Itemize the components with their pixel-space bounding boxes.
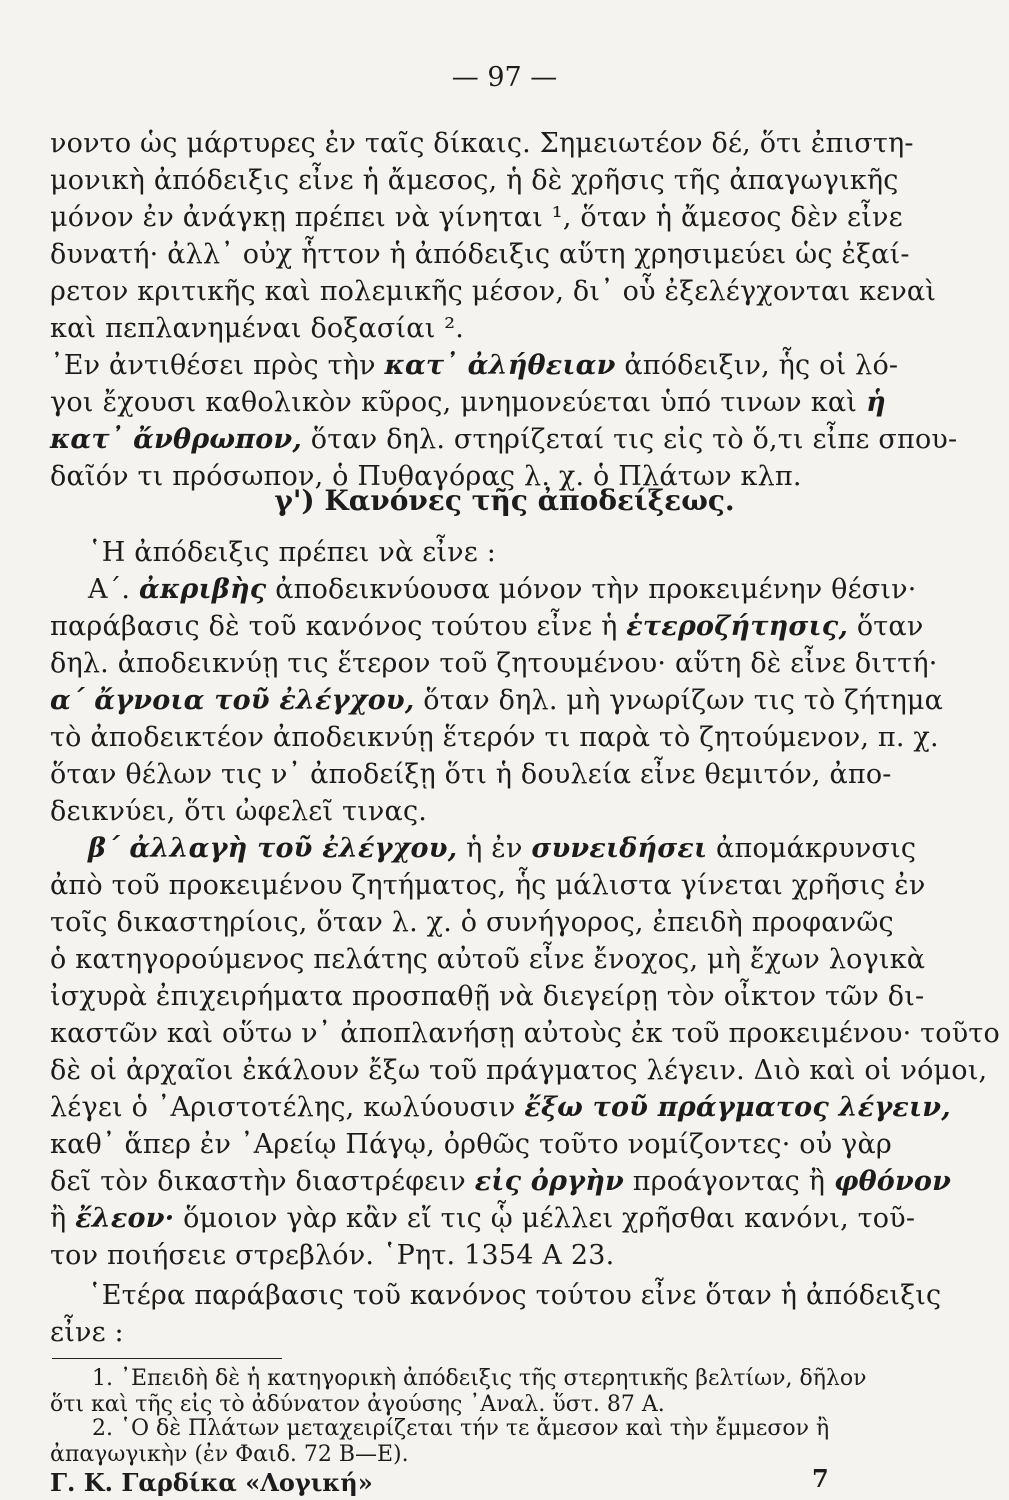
text-line: δὲ οἱ ἀρχαῖοι ἐκάλουν ἔξω τοῦ πράγματος λέγειν. Διὸ καὶ οἱ νόμοι, bbox=[50, 1055, 988, 1086]
text-line: ῾Ετέρα παράβασις τοῦ κανόνος τούτου εἶνε ὅταν ἡ ἀπόδειξις bbox=[88, 1280, 942, 1311]
text-line: δηλ. ἀποδεικνύῃ τις ἕτερον τοῦ ζητουμένου· αὕτη δὲ εἶνε διττή· bbox=[50, 648, 938, 679]
text-line: τοῖς δικαστηρίοις, ὅταν λ. χ. ὁ συνήγορος, ἐπειδὴ προφανῶς bbox=[50, 907, 894, 938]
signature-mark: 7 bbox=[812, 1464, 829, 1493]
text-run: παράβασις δὲ τοῦ κανόνος τούτου εἶνε ἡ bbox=[50, 611, 618, 642]
text-line: νοντο ὡς μάρτυρες ἐν ταῖς δίκαις. Σημειωτέον δέ, ὅτι ἐπιστη- bbox=[50, 128, 914, 159]
text-line bbox=[50, 1164, 952, 1200]
text-run: δεῖ τὸν δικαστὴν διαστρέφειν bbox=[50, 1166, 466, 1197]
footnote-rule bbox=[52, 1358, 282, 1359]
text-run: ἀπομάκρυνσις bbox=[716, 833, 917, 864]
text-line: καὶ πεπλανημέναι δοξασίαι ². bbox=[50, 313, 465, 344]
emphasis: ἀκριβὴς bbox=[138, 574, 267, 605]
text-line bbox=[50, 1090, 951, 1126]
section-heading: γ') Κανόνες τῆς ἀποδείξεως. bbox=[274, 484, 735, 517]
text-run: ὅμοιον γὰρ κἂν εἴ τις ᾧ μέλλει χρῆσθαι κανόνι, τοῦ- bbox=[183, 1203, 916, 1234]
footnote-2: 2. ῾Ο δὲ Πλάτων μεταχειρίζεται τήν τε ἄμεσον καὶ τὴν ἔμμεσον ἢ bbox=[92, 1416, 830, 1441]
text-line: ἰσχυρὰ ἐπιχειρήματα προσπαθῇ νὰ διεγείρῃ τὸν οἶκτον τῶν δι- bbox=[50, 981, 925, 1012]
footer-author: Γ. Κ. Γαρδίκα «Λογική» bbox=[50, 1468, 373, 1497]
emphasis: κατ᾽ ἄνθρωπον, bbox=[50, 424, 302, 455]
text-run: ἡ ἐν bbox=[466, 833, 523, 864]
text-line bbox=[50, 609, 924, 645]
page-number: — 97 — bbox=[451, 62, 558, 93]
text-run: Α΄. bbox=[88, 574, 131, 605]
footnote-1: 1. ᾽Επειδὴ δὲ ἡ κατηγορικὴ ἀπόδειξις τῆς στερητικῆς βελτίων, δῆλον bbox=[92, 1366, 867, 1391]
text-run: ἀπόδειξιν, ἧς οἱ λό- bbox=[624, 350, 899, 381]
emphasis: εἰς ὀργὴν bbox=[474, 1166, 624, 1197]
text-line: μονικὴ ἀπόδειξις εἶνε ἡ ἄμεσος, ἡ δὲ χρῆσις τῆς ἀπαγωγικῆς bbox=[50, 165, 899, 196]
text-run: ὅταν δηλ. στηρίζεταί τις εἰς τὸ ὅ,τι εἶπε σπου- bbox=[310, 424, 958, 455]
text-run: ἀποδεικνύουσα μόνον τὴν προκειμένην θέσιν· bbox=[275, 574, 917, 605]
text-line: ὅταν θέλων τις ν᾽ ἀποδείξῃ ὅτι ἡ δουλεία εἶνε θεμιτόν, ἀπο- bbox=[50, 759, 892, 790]
text-line: τὸ ἀποδεικτέον ἀποδεικνύῃ ἕτερόν τι παρὰ τὸ ζητούμενον, π. χ. bbox=[50, 722, 939, 753]
text-line: δαῖόν τι πρόσωπον, ὁ Πυθαγόρας λ. χ. ὁ Πλάτων κλπ. bbox=[50, 461, 802, 492]
text-line bbox=[50, 1201, 916, 1237]
text-run: ᾽Εν ἀντιθέσει πρὸς τὴν bbox=[50, 350, 376, 381]
text-line bbox=[50, 683, 944, 719]
footnote-1-cont: ὅτι καὶ τῆς εἰς τὸ ἀδύνατον ἀγούσης ᾽Αναλ. ὕστ. 87 Α. bbox=[50, 1392, 665, 1417]
text-line: ἀπὸ τοῦ προκειμένου ζητήματος, ἧς μάλιστα γίνεται χρῆσις ἐν bbox=[50, 870, 926, 901]
text-line bbox=[50, 348, 899, 384]
text-run: γοι ἔχουσι καθολικὸν κῦρος, μνημονεύεται ὑπό τινων καὶ bbox=[50, 387, 858, 418]
emphasis: β΄ ἀλλαγὴ τοῦ ἐλέγχου, bbox=[88, 833, 458, 864]
text-line: καθ᾽ ἅπερ ἐν ᾽Αρείῳ Πάγῳ, ὀρθῶς τοῦτο νομίζοντες· οὐ γὰρ bbox=[50, 1129, 892, 1160]
text-run: ὅταν δηλ. μὴ γνωρίζων τις τὸ ζήτημα bbox=[423, 685, 944, 716]
text-run: προάγοντας ἢ bbox=[632, 1166, 826, 1197]
text-line: καστῶν καὶ οὕτω ν᾽ ἀποπλανήσῃ αὐτοὺς ἐκ τοῦ προκειμένου· τοῦτο bbox=[50, 1018, 1000, 1049]
emphasis: κατ᾽ ἀλήθειαν bbox=[384, 350, 616, 381]
text-line: ὁ κατηγορούμενος πελάτης αὐτοῦ εἶνε ἔνοχος, μὴ ἔχων λογικὰ bbox=[50, 944, 926, 975]
text-line: τον ποιήσειε στρεβλόν. ῾Ρητ. 1354 Α 23. bbox=[50, 1240, 615, 1271]
text-line: ρετον κριτικῆς καὶ πολεμικῆς μέσον, δι᾽ οὗ ἐξελέγχονται κεναὶ bbox=[50, 276, 937, 307]
emphasis: ἔλεον· bbox=[75, 1203, 175, 1234]
emphasis: ἑτεροζήτησις, bbox=[626, 611, 849, 642]
text-line: ῾Η ἀπόδειξις πρέπει νὰ εἶνε : bbox=[88, 537, 497, 568]
text-line: μόνον ἐν ἀνάγκῃ πρέπει νὰ γίνηται ¹, ὅταν ἡ ἄμεσος δὲν εἶνε bbox=[50, 202, 903, 233]
text-line bbox=[88, 572, 917, 608]
emphasis: φθόνον bbox=[833, 1166, 952, 1197]
text-run: ἢ bbox=[50, 1203, 67, 1234]
text-line: εἶνε : bbox=[50, 1317, 124, 1348]
emphasis: ἔξω τοῦ πράγματος λέγειν, bbox=[524, 1092, 951, 1123]
text-run: λέγει ὁ ᾽Αριστοτέλης, κωλύουσιν bbox=[50, 1092, 516, 1123]
text-line bbox=[50, 422, 958, 458]
emphasis: α΄ ἄγνοια τοῦ ἐλέγχου, bbox=[50, 685, 415, 716]
text-run: ὅταν bbox=[856, 611, 924, 642]
text-line bbox=[88, 831, 917, 867]
text-line: δυνατή· ἀλλ᾽ οὐχ ἧττον ἡ ἀπόδειξις αὕτη χρησιμεύει ὡς ἐξαί- bbox=[50, 239, 910, 270]
text-line bbox=[50, 385, 886, 421]
emphasis: ἡ bbox=[866, 387, 886, 418]
footnote-2-cont: ἀπαγωγικὴν (ἐν Φαιδ. 72 Β—Ε). bbox=[50, 1442, 409, 1467]
emphasis: συνειδήσει bbox=[531, 833, 708, 864]
text-line: δεικνύει, ὅτι ὠφελεῖ τινας. bbox=[50, 796, 428, 827]
